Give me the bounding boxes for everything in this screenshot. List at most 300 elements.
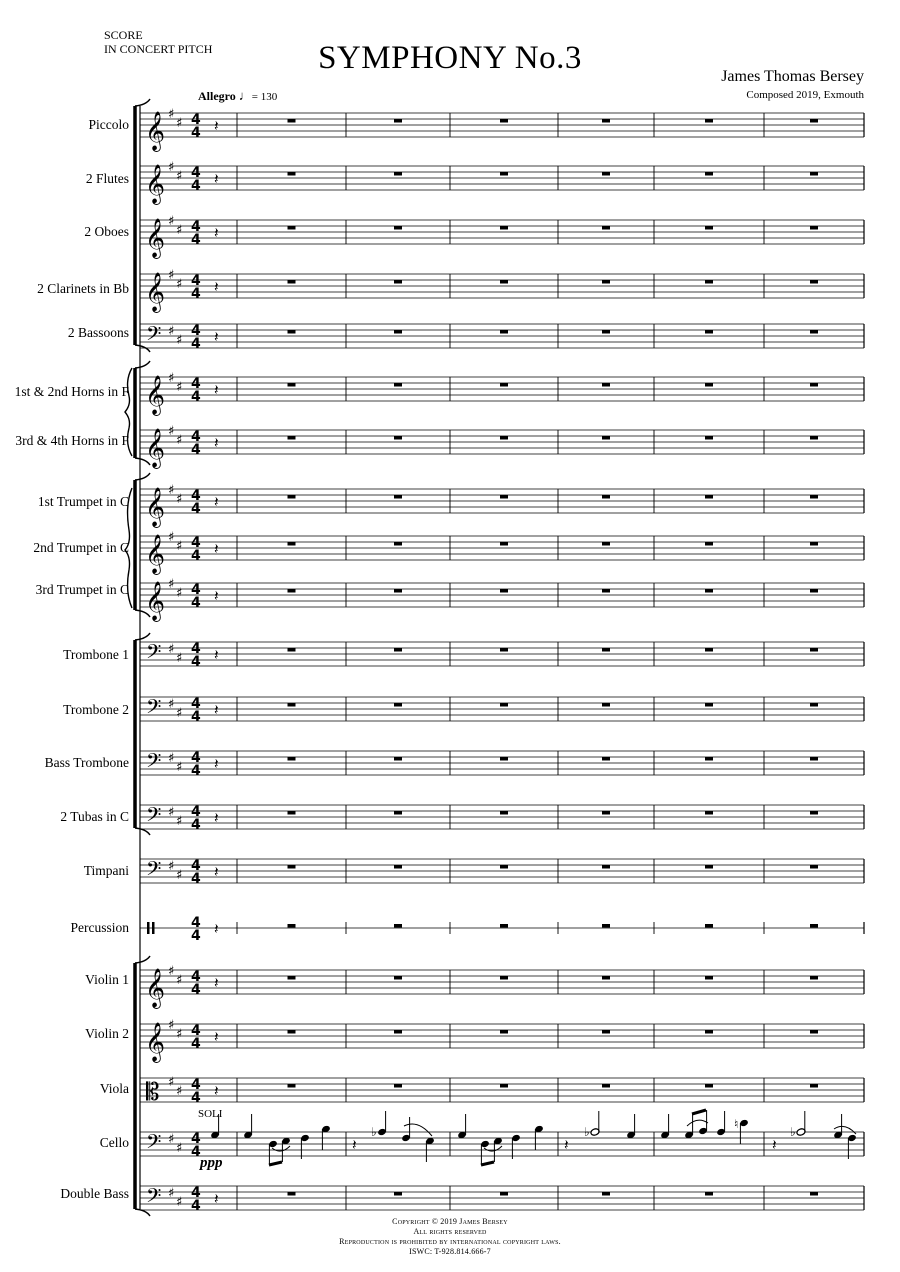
- whole-rest: [394, 589, 402, 593]
- time-sig-denominator: 4: [191, 178, 201, 194]
- brace: [125, 368, 132, 456]
- sharp-icon: ♯: [176, 277, 183, 292]
- quarter-rest-icon: 𝄽: [214, 117, 219, 135]
- quarter-rest-icon: 𝄽: [214, 974, 219, 992]
- whole-rest: [394, 330, 402, 334]
- time-sig-numerator: 4: [191, 804, 201, 820]
- time-sig-numerator: 4: [191, 1185, 201, 1201]
- time-sig-numerator: 4: [191, 488, 201, 504]
- note: [480, 1140, 490, 1165]
- whole-rest: [288, 542, 296, 546]
- whole-rest: [602, 1030, 610, 1034]
- whole-rest: [288, 119, 296, 123]
- whole-rest: [810, 119, 818, 123]
- whole-rest: [500, 703, 508, 707]
- staff: [140, 915, 864, 944]
- bass-clef-icon: 𝄢: [146, 749, 162, 777]
- instrument-label: 2 Bassoons: [67, 325, 129, 340]
- whole-rest: [394, 865, 402, 869]
- instrument-label: Bass Trombone: [44, 755, 129, 770]
- whole-rest: [705, 924, 713, 928]
- time-sig-numerator: 4: [191, 750, 201, 766]
- sharp-icon: ♯: [168, 805, 175, 820]
- sharp-icon: ♯: [168, 859, 175, 874]
- whole-rest: [602, 383, 610, 387]
- whole-rest: [810, 757, 818, 761]
- whole-rest: [602, 1192, 610, 1196]
- note: [457, 1114, 467, 1139]
- treble-clef-icon: 𝄞: [145, 534, 166, 574]
- bass-clef-icon: 𝄢: [146, 1184, 162, 1212]
- note: [268, 1140, 278, 1165]
- whole-rest: [500, 172, 508, 176]
- note: [698, 1110, 708, 1135]
- whole-rest: [810, 542, 818, 546]
- whole-rest: [394, 226, 402, 230]
- sharp-icon: ♯: [176, 760, 183, 775]
- quarter-rest-icon: 𝄽: [214, 646, 219, 664]
- time-sig-denominator: 4: [191, 548, 201, 564]
- whole-rest: [705, 226, 713, 230]
- whole-rest: [500, 865, 508, 869]
- whole-rest: [394, 1084, 402, 1088]
- whole-rest: [394, 172, 402, 176]
- note: [626, 1114, 636, 1139]
- whole-rest: [288, 648, 296, 652]
- instrument-label: Trombone 1: [63, 647, 129, 662]
- iswc-line: ISWC: T-928.814.666-7: [409, 1247, 491, 1256]
- staff: [140, 964, 864, 1009]
- whole-rest: [602, 865, 610, 869]
- sharp-icon: ♯: [168, 530, 175, 545]
- whole-rest: [288, 495, 296, 499]
- whole-rest: [288, 865, 296, 869]
- time-sig-numerator: 4: [191, 429, 201, 445]
- dynamic-marking: ppp: [200, 1155, 223, 1171]
- instrument-label: Double Bass: [60, 1186, 129, 1201]
- time-sig-denominator: 4: [191, 654, 201, 670]
- beam: [481, 1162, 494, 1165]
- whole-rest: [394, 976, 402, 980]
- time-sig-numerator: 4: [191, 696, 201, 712]
- sharp-icon: ♯: [176, 814, 183, 829]
- whole-rest: [705, 542, 713, 546]
- whole-rest: [810, 976, 818, 980]
- sharp-icon: ♯: [168, 160, 175, 175]
- note: [401, 1117, 411, 1142]
- whole-rest: [500, 280, 508, 284]
- whole-rest: [602, 1084, 610, 1088]
- whole-rest: [394, 436, 402, 440]
- note: [300, 1134, 310, 1159]
- whole-rest: [394, 1030, 402, 1034]
- sharp-icon: ♯: [176, 433, 183, 448]
- quarter-rest-icon: 𝄽: [214, 755, 219, 773]
- note: [847, 1134, 857, 1159]
- instrument-label: Violin 2: [85, 1026, 129, 1041]
- instrument-label: Viola: [99, 1081, 129, 1096]
- staff: [140, 214, 864, 259]
- staff: [140, 1184, 864, 1214]
- note: [511, 1134, 521, 1159]
- whole-rest: [500, 495, 508, 499]
- whole-rest: [810, 383, 818, 387]
- whole-rest: [705, 172, 713, 176]
- staff: [140, 107, 864, 152]
- note: [660, 1114, 670, 1139]
- instrument-label: Timpani: [83, 863, 129, 878]
- time-sig-numerator: 4: [191, 1131, 201, 1147]
- brace: [125, 488, 132, 608]
- time-sig-numerator: 4: [191, 376, 201, 392]
- whole-rest: [810, 280, 818, 284]
- sharp-icon: ♯: [176, 1027, 183, 1042]
- bass-clef-icon: 𝄢: [146, 857, 162, 885]
- staff: [140, 857, 864, 887]
- note: [534, 1125, 544, 1150]
- note: [716, 1111, 726, 1136]
- whole-rest: [288, 436, 296, 440]
- quarter-rest-icon: 𝄽: [214, 434, 219, 452]
- whole-rest: [500, 589, 508, 593]
- sharp-icon: ♯: [168, 324, 175, 339]
- time-sig-denominator: 4: [191, 982, 201, 998]
- quarter-note-icon: ♩: [238, 88, 252, 103]
- whole-rest: [602, 589, 610, 593]
- whole-rest: [602, 976, 610, 980]
- instrument-label: 1st Trumpet in C: [37, 494, 129, 509]
- whole-rest: [705, 1030, 713, 1034]
- score-label: SCORE: [104, 28, 143, 42]
- whole-rest: [810, 703, 818, 707]
- sharp-icon: ♯: [176, 1084, 183, 1099]
- whole-rest: [394, 703, 402, 707]
- time-sig-denominator: 4: [191, 501, 201, 517]
- time-sig-denominator: 4: [191, 709, 201, 725]
- bass-clef-icon: 𝄢: [146, 640, 162, 668]
- staff: [140, 1075, 864, 1106]
- sharp-icon: ♯: [168, 371, 175, 386]
- whole-rest: [810, 1192, 818, 1196]
- sharp-icon: ♯: [176, 380, 183, 395]
- tempo-label: Allegro: [198, 89, 236, 103]
- sharp-icon: ♯: [168, 214, 175, 229]
- whole-rest: [288, 811, 296, 815]
- whole-rest: [288, 1030, 296, 1034]
- note: [210, 1114, 220, 1139]
- staff: [140, 160, 864, 205]
- staves: [140, 107, 864, 1214]
- time-sig-numerator: 4: [191, 1023, 201, 1039]
- whole-rest: [602, 172, 610, 176]
- time-sig-denominator: 4: [191, 763, 201, 779]
- whole-rest: [602, 330, 610, 334]
- sharp-icon: ♯: [168, 964, 175, 979]
- time-sig-numerator: 4: [191, 858, 201, 874]
- beam: [269, 1162, 282, 1165]
- whole-rest: [602, 119, 610, 123]
- bass-clef-icon: 𝄢: [146, 803, 162, 831]
- half-note: [590, 1111, 600, 1136]
- whole-rest: [705, 330, 713, 334]
- natural-icon: ♮: [734, 1117, 739, 1131]
- quarter-rest-icon: 𝄽: [214, 328, 219, 346]
- whole-rest: [705, 757, 713, 761]
- whole-rest: [394, 811, 402, 815]
- time-sig-denominator: 4: [191, 928, 201, 944]
- sharp-icon: ♯: [168, 1186, 175, 1201]
- treble-clef-icon: 𝄞: [145, 272, 166, 312]
- beam: [692, 1110, 706, 1114]
- whole-rest: [602, 495, 610, 499]
- instrument-label: 2 Tubas in C: [60, 809, 129, 824]
- treble-clef-icon: 𝄞: [145, 1022, 166, 1062]
- whole-rest: [394, 924, 402, 928]
- staff: [140, 749, 864, 779]
- staff: [140, 695, 864, 725]
- whole-rest: [705, 648, 713, 652]
- bass-clef-icon: 𝄢: [146, 695, 162, 723]
- whole-rest: [288, 172, 296, 176]
- sharp-icon: ♯: [168, 577, 175, 592]
- staff: [140, 322, 864, 352]
- time-sig-denominator: 4: [191, 442, 201, 458]
- staff: [140, 371, 864, 416]
- instrument-label: Cello: [99, 1135, 129, 1150]
- time-sig-numerator: 4: [191, 641, 201, 657]
- time-sig-denominator: 4: [191, 336, 201, 352]
- sharp-icon: ♯: [176, 1141, 183, 1156]
- quarter-rest-icon: 𝄽: [214, 540, 219, 558]
- note: [243, 1114, 253, 1139]
- time-sig-denominator: 4: [191, 595, 201, 611]
- instrument-label: 2 Oboes: [84, 224, 129, 239]
- instrument-label: 2nd Trumpet in C: [33, 540, 129, 555]
- alto-clef-icon: 𝄡: [146, 1078, 160, 1106]
- whole-rest: [500, 648, 508, 652]
- treble-clef-icon: 𝄞: [145, 218, 166, 258]
- quarter-rest-icon: 𝄽: [214, 920, 219, 938]
- sharp-icon: ♯: [168, 1018, 175, 1033]
- whole-rest: [705, 1192, 713, 1196]
- whole-rest: [705, 703, 713, 707]
- notice-line: Reproduction is prohibited by international copyright laws.: [339, 1237, 561, 1246]
- pitch-label: IN CONCERT PITCH: [104, 42, 213, 56]
- slur: [404, 1124, 432, 1136]
- treble-clef-icon: 𝄞: [145, 164, 166, 204]
- sharp-icon: ♯: [176, 492, 183, 507]
- whole-rest: [705, 280, 713, 284]
- instrument-label: Percussion: [70, 920, 129, 935]
- whole-rest: [705, 1084, 713, 1088]
- time-sig-numerator: 4: [191, 582, 201, 598]
- whole-rest: [288, 589, 296, 593]
- treble-clef-icon: 𝄞: [145, 487, 166, 527]
- sharp-icon: ♯: [168, 697, 175, 712]
- quarter-rest-icon: 𝄽: [214, 381, 219, 399]
- whole-rest: [394, 1192, 402, 1196]
- sharp-icon: ♯: [176, 973, 183, 988]
- sharp-icon: ♯: [176, 586, 183, 601]
- whole-rest: [394, 495, 402, 499]
- whole-rest: [705, 865, 713, 869]
- quarter-rest-icon: 𝄽: [352, 1136, 357, 1154]
- whole-rest: [810, 865, 818, 869]
- whole-rest: [288, 280, 296, 284]
- time-sig-numerator: 4: [191, 165, 201, 181]
- treble-clef-icon: 𝄞: [145, 428, 166, 468]
- whole-rest: [500, 383, 508, 387]
- whole-rest: [394, 280, 402, 284]
- quarter-rest-icon: 𝄽: [214, 587, 219, 605]
- whole-rest: [602, 648, 610, 652]
- treble-clef-icon: 𝄞: [145, 111, 166, 151]
- whole-rest: [394, 648, 402, 652]
- staff: [140, 640, 864, 670]
- whole-rest: [602, 924, 610, 928]
- whole-rest: [394, 757, 402, 761]
- time-sig-denominator: 4: [191, 1198, 201, 1214]
- whole-rest: [810, 811, 818, 815]
- sharp-icon: ♯: [168, 642, 175, 657]
- whole-rest: [288, 976, 296, 980]
- whole-rest: [500, 924, 508, 928]
- page-title: SYMPHONY No.3: [318, 40, 582, 76]
- sharp-icon: ♯: [176, 1195, 183, 1210]
- instrument-label: 3rd Trumpet in C: [35, 582, 129, 597]
- whole-rest: [500, 757, 508, 761]
- sharp-icon: ♯: [176, 868, 183, 883]
- sharp-icon: ♯: [176, 116, 183, 131]
- whole-rest: [810, 436, 818, 440]
- percussion-clef-icon: [147, 922, 150, 934]
- whole-rest: [288, 1192, 296, 1196]
- note: [684, 1114, 694, 1139]
- cello-melody: [210, 1110, 857, 1165]
- sharp-icon: ♯: [176, 539, 183, 554]
- staff: [140, 1018, 864, 1063]
- whole-rest: [394, 383, 402, 387]
- note: [425, 1137, 435, 1162]
- note: [321, 1125, 331, 1150]
- whole-rest: [810, 495, 818, 499]
- whole-rest: [602, 757, 610, 761]
- percussion-clef-icon: [152, 922, 155, 934]
- whole-rest: [602, 703, 610, 707]
- treble-clef-icon: 𝄞: [145, 968, 166, 1008]
- whole-rest: [288, 383, 296, 387]
- whole-rest: [500, 1192, 508, 1196]
- note: [739, 1119, 749, 1144]
- time-sig-numerator: 4: [191, 219, 201, 235]
- whole-rest: [705, 811, 713, 815]
- staff: [140, 268, 864, 313]
- time-sig-denominator: 4: [191, 1144, 201, 1160]
- whole-rest: [394, 119, 402, 123]
- whole-rest: [288, 924, 296, 928]
- flat-icon: ♭: [790, 1125, 796, 1139]
- time-sig-numerator: 4: [191, 112, 201, 128]
- time-sig-numerator: 4: [191, 969, 201, 985]
- whole-rest: [288, 757, 296, 761]
- whole-rest: [500, 436, 508, 440]
- whole-rest: [500, 226, 508, 230]
- whole-rest: [810, 1084, 818, 1088]
- whole-rest: [602, 436, 610, 440]
- whole-rest: [705, 495, 713, 499]
- whole-rest: [500, 1084, 508, 1088]
- whole-rest: [500, 811, 508, 815]
- slur: [687, 1120, 708, 1126]
- instrument-label: Violin 1: [85, 972, 129, 987]
- time-sig-denominator: 4: [191, 125, 201, 141]
- quarter-rest-icon: 𝄽: [214, 224, 219, 242]
- whole-rest: [394, 542, 402, 546]
- whole-rest: [288, 330, 296, 334]
- whole-rest: [602, 811, 610, 815]
- quarter-rest-icon: 𝄽: [772, 1136, 777, 1154]
- whole-rest: [810, 226, 818, 230]
- instrument-label: Piccolo: [88, 117, 129, 132]
- whole-rest: [288, 1084, 296, 1088]
- sharp-icon: ♯: [176, 651, 183, 666]
- sharp-icon: ♯: [176, 706, 183, 721]
- time-sig-numerator: 4: [191, 535, 201, 551]
- whole-rest: [500, 976, 508, 980]
- quarter-rest-icon: 𝄽: [214, 170, 219, 188]
- sharp-icon: ♯: [168, 751, 175, 766]
- quarter-rest-icon: 𝄽: [564, 1136, 569, 1154]
- instrument-label: 2 Flutes: [85, 171, 129, 186]
- whole-rest: [810, 330, 818, 334]
- time-sig-denominator: 4: [191, 286, 201, 302]
- time-sig-denominator: 4: [191, 871, 201, 887]
- instrument-label: Trombone 2: [63, 702, 129, 717]
- sharp-icon: ♯: [168, 1132, 175, 1147]
- treble-clef-icon: 𝄞: [145, 581, 166, 621]
- sharp-icon: ♯: [176, 223, 183, 238]
- quarter-rest-icon: 𝄽: [214, 701, 219, 719]
- quarter-rest-icon: 𝄽: [214, 1082, 219, 1100]
- instrument-label: 2 Clarinets in Bb: [37, 281, 129, 296]
- whole-rest: [810, 1030, 818, 1034]
- tempo-bpm: = 130: [251, 91, 278, 103]
- whole-rest: [705, 589, 713, 593]
- staff: [140, 530, 864, 575]
- whole-rest: [810, 589, 818, 593]
- whole-rest: [705, 976, 713, 980]
- time-sig-numerator: 4: [191, 1077, 201, 1093]
- time-sig-numerator: 4: [191, 323, 201, 339]
- staff: [140, 424, 864, 469]
- flat-icon: ♭: [584, 1125, 590, 1139]
- whole-rest: [810, 648, 818, 652]
- sharp-icon: ♯: [168, 107, 175, 122]
- sharp-icon: ♯: [168, 424, 175, 439]
- whole-rest: [288, 703, 296, 707]
- bass-clef-icon: 𝄢: [146, 322, 162, 350]
- instrument-label: 1st & 2nd Horns in F: [14, 384, 129, 399]
- composer-name: James Thomas Bersey: [721, 68, 864, 85]
- staff: [140, 483, 864, 528]
- whole-rest: [602, 542, 610, 546]
- note: [377, 1111, 387, 1136]
- composed-info: Composed 2019, Exmouth: [746, 89, 864, 101]
- whole-rest: [810, 924, 818, 928]
- time-sig-numerator: 4: [191, 273, 201, 289]
- whole-rest: [602, 226, 610, 230]
- sharp-icon: ♯: [168, 483, 175, 498]
